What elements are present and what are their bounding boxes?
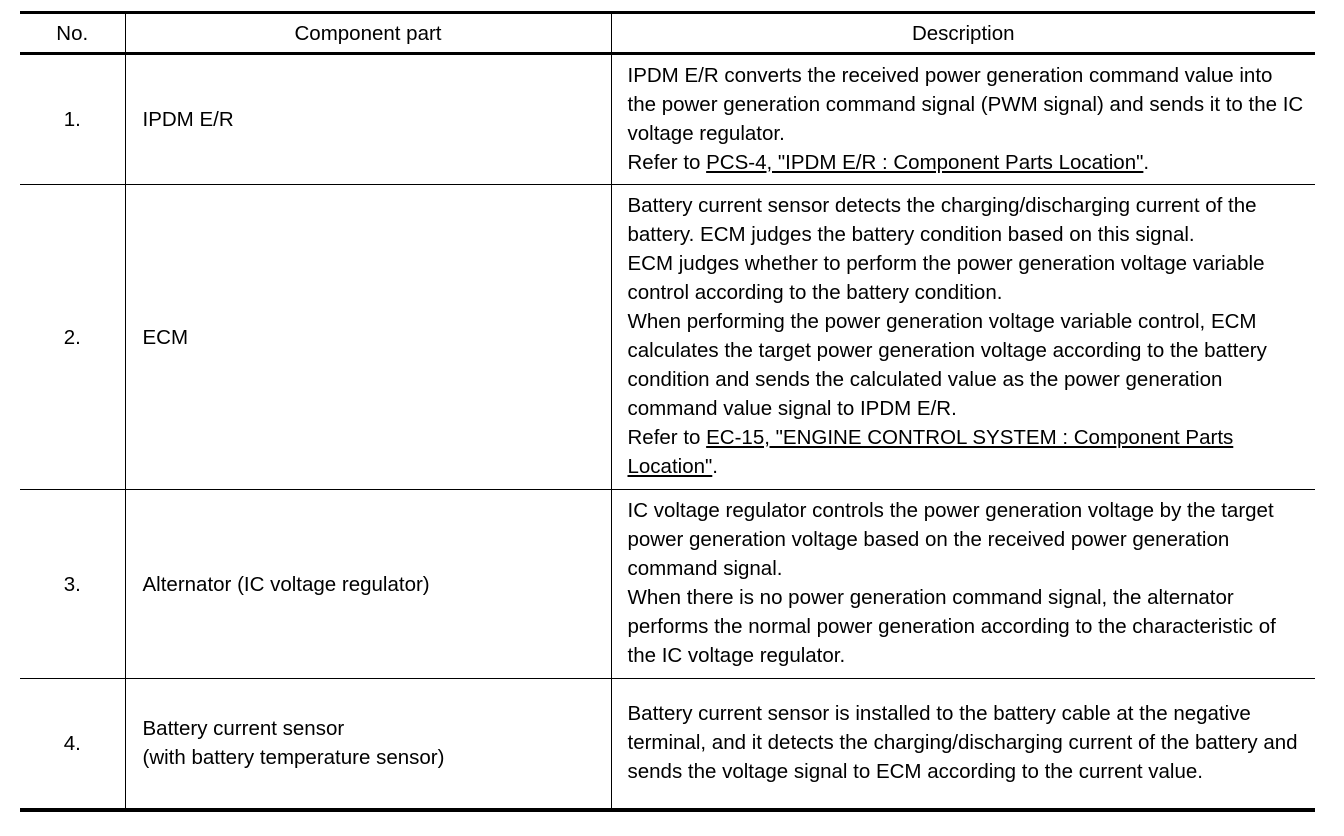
description-paragraph: IPDM E/R converts the received power generation command value into the power generation command signal (PWM signal) and sends it to the IC voltage regulator.	[627, 63, 1304, 145]
row-number: 1.	[63, 108, 81, 131]
row-number: 4.	[63, 731, 81, 755]
description-cell	[611, 679, 1315, 810]
table-row	[20, 679, 1315, 810]
table-row	[20, 185, 1315, 490]
table-body	[20, 54, 1315, 810]
description-paragraph: Battery current sensor detects the charging/discharging current of the battery. ECM judges the battery condition based on this signal.	[627, 194, 1257, 246]
header-description: Description	[611, 13, 1315, 54]
component-parts-table	[20, 11, 1315, 812]
table-row	[20, 54, 1315, 185]
component-part-cell	[125, 490, 611, 679]
component-part-name: Battery current sensor	[142, 717, 345, 741]
reference-link[interactable]: EC-15, "ENGINE CONTROL SYSTEM : Component Parts Location"	[627, 426, 1234, 478]
component-table-container	[20, 11, 1315, 812]
description-cell	[611, 185, 1315, 490]
table-header	[20, 13, 1315, 54]
table-row	[20, 490, 1315, 679]
reference-line	[628, 148, 1306, 177]
component-part-name: ECM	[142, 325, 189, 349]
header-component-part: Component part	[125, 13, 611, 54]
description-paragraph: When performing the power generation voltage variable control, ECM calculates the target power generation voltage according to the battery condition and sends the calculated value as the power generation command value signal to IPDM E/R.	[627, 310, 1267, 420]
description-paragraph: When there is no power generation command signal, the alternator performs the normal power generation according to the characteristic of the IC voltage regulator.	[627, 586, 1276, 667]
reference-prefix: Refer to	[627, 150, 707, 174]
header-no: No.	[56, 21, 89, 45]
description-cell	[611, 490, 1315, 679]
reference-prefix: Refer to	[627, 426, 707, 449]
reference-suffix: .	[1143, 150, 1150, 174]
header-row	[20, 13, 1315, 54]
component-part-cell	[125, 185, 611, 490]
component-part-name: Alternator (IC voltage regulator)	[142, 572, 430, 596]
component-part-name: (with battery temperature sensor)	[142, 746, 445, 770]
description-paragraph: Battery current sensor is installed to the battery cable at the negative terminal, and it detects the charging/discharging current of the battery and sends the voltage signal to ECM according to the current value.	[627, 701, 1298, 783]
component-part-cell	[125, 679, 611, 810]
description-paragraph: ECM judges whether to perform the power generation voltage variable control according to the battery condition.	[627, 252, 1265, 304]
description-paragraph: IC voltage regulator controls the power generation voltage by the target power generation voltage based on the received power generation command signal.	[627, 499, 1274, 580]
reference-line	[628, 423, 1306, 481]
reference-suffix: .	[712, 455, 718, 478]
description-cell	[611, 54, 1315, 185]
row-number: 3.	[63, 572, 81, 596]
reference-link[interactable]: PCS-4, "IPDM E/R : Component Parts Location"	[706, 150, 1144, 174]
component-part-name: IPDM E/R	[142, 108, 234, 131]
component-part-cell	[125, 54, 611, 185]
row-number: 2.	[63, 325, 81, 349]
